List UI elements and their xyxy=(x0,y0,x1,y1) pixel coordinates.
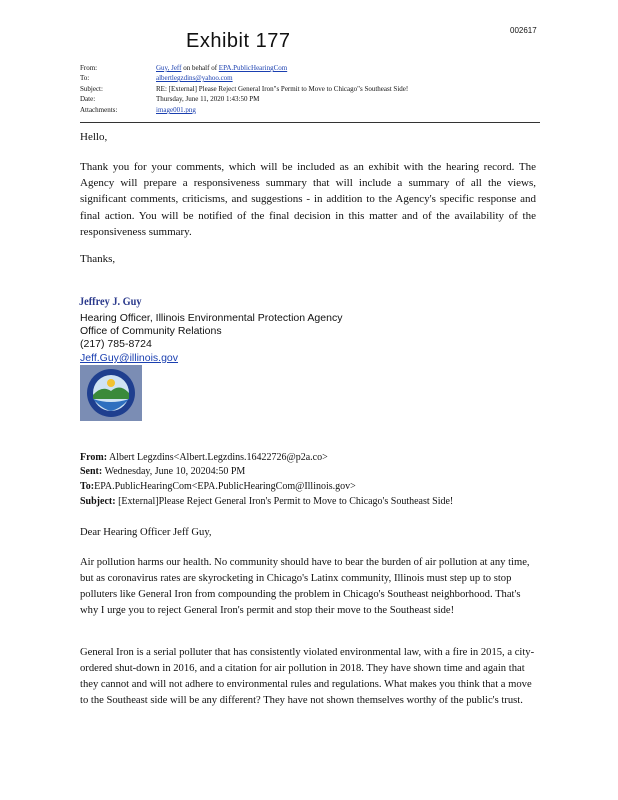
header-subject-label: Subject: xyxy=(80,85,103,93)
header-to-label: To: xyxy=(80,74,90,82)
fwd-from-row xyxy=(80,451,328,464)
agency-logo xyxy=(80,365,142,421)
signature-phone: (217) 785-8724 xyxy=(80,338,152,350)
header-to-link[interactable]: albertlegzdins@yahoo.com xyxy=(156,74,233,82)
signature-name: Jeffrey J. Guy xyxy=(79,294,142,308)
header-subject-value: RE: [External] Please Reject General Iron"s Permit to Move to Chicago"s Southeast Side! xyxy=(156,85,409,93)
fwd-paragraph-2: General Iron is a serial polluter that has consistently violated environmental law, with a fire in 2015, a city-ordered shut-down in 2016, and a citation for air pollution in 2018. They have shown time and again that they cannot and will not adhere to environmental rules and regulations. What makes you think that a move to the Southeast side will be any different? They have not shown themselves worthy of the public's trust. xyxy=(80,647,535,706)
header-date-label: Date: xyxy=(80,95,96,103)
fwd-sent-row xyxy=(80,465,245,478)
fwd-to-label: To: xyxy=(80,481,95,492)
fwd-subject-label: Subject: xyxy=(80,496,116,507)
fwd-subject-value: [External]Please Reject General Iron's Permit to Move to Chicago's Southeast Side! xyxy=(118,496,454,507)
header-subject-row xyxy=(80,85,408,94)
header-from-behalf: on behalf of xyxy=(183,64,218,72)
signature-email[interactable]: Jeff.Guy@illinois.gov xyxy=(80,352,179,364)
header-attachments-row xyxy=(80,106,196,115)
fwd-subject-row xyxy=(80,495,453,508)
fwd-sent-value: Wednesday, June 10, 20204:50 PM xyxy=(104,466,246,477)
fwd-to-row xyxy=(80,480,356,493)
header-from-link[interactable]: EPA.PublicHearingCom xyxy=(218,64,288,72)
fwd-paragraph-1: Air pollution harms our health. No community should have to bear the burden of air pollution at any time, but as coronavirus rates are skyrocketing in Chicago's Latinx community, Illinois must step up to stop polluters like General Iron from compounding the problem in Chicago's Southeast neighborhood. That's why I urge you to reject General Iron's permit and stop their move to the Southeast side! xyxy=(80,557,530,616)
header-date-value: Thursday, June 11, 2020 1:43:50 PM xyxy=(156,95,260,103)
reply-greeting: Hello, xyxy=(80,131,108,143)
header-to-row xyxy=(80,74,233,83)
reply-closing: Thanks, xyxy=(80,253,116,265)
fwd-from-value: Albert Legzdins<Albert.Legzdins.16422726@p2a.co> xyxy=(108,452,328,463)
fwd-from-label: From: xyxy=(80,452,108,463)
signature-title: Hearing Officer, Illinois Environmental Protection Agency xyxy=(80,312,343,324)
header-attachment-link[interactable]: image001.png xyxy=(156,106,196,114)
header-from-row xyxy=(80,64,287,73)
header-divider xyxy=(80,122,540,123)
header-from-name[interactable]: Guy, Jeff xyxy=(156,64,182,72)
agency-seal-icon xyxy=(80,365,142,421)
fwd-to-value: EPA.PublicHearingCom<EPA.PublicHearingCom@Illinois.gov> xyxy=(94,481,356,492)
bates-number: 002617 xyxy=(510,26,537,35)
header-date-row xyxy=(80,95,259,104)
fwd-sent-label: Sent: xyxy=(80,466,103,477)
signature-office: Office of Community Relations xyxy=(80,325,222,337)
exhibit-title: Exhibit 177 xyxy=(186,30,291,52)
header-from-label: From: xyxy=(80,64,98,72)
fwd-salutation: Dear Hearing Officer Jeff Guy, xyxy=(80,527,212,538)
reply-body: Thank you for your comments, which will be included as an exhibit with the hearing record. The Agency will prepare a responsiveness summary that will include a summary of all the views, significant comments, criticisms, and suggestions - in addition to the Agency's specific response and final action. You will be notified of the final decision in this matter and of the availability of the responsiveness summary. xyxy=(80,161,536,238)
header-attachments-label: Attachments: xyxy=(80,106,118,114)
